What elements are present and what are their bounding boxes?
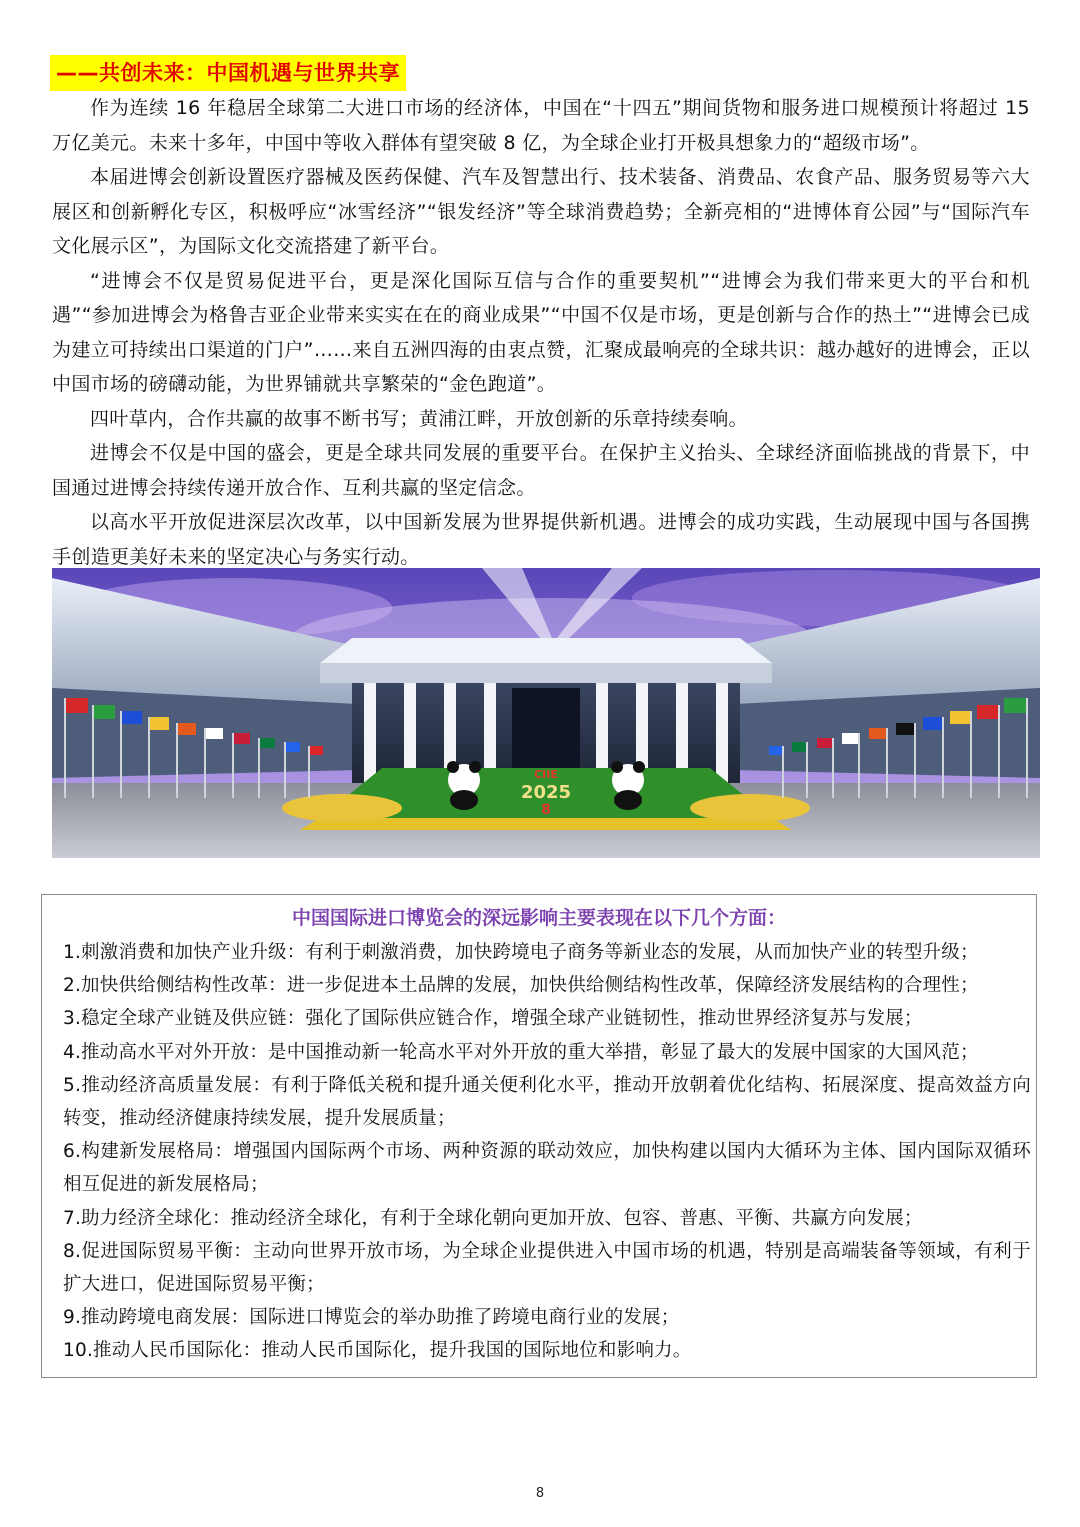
paragraph: 作为连续 16 年稳居全球第二大进口市场的经济体，中国在“十四五”期间货物和服务进口规模预计将超过 15 万亿美元。未来十多年，中国中等收入群体有望突破 8 亿，为全球企业打开极具想象力的“超级市场”。 xyxy=(52,97,1030,154)
impact-summary-box xyxy=(41,894,1037,1378)
flower-year-text: 2025 xyxy=(520,782,572,803)
box-title: 中国国际进口博览会的深远影响主要表现在以下几个方面： xyxy=(291,907,786,929)
list-item: 1.刺激消费和加快产业升级：有利于刺激消费，加快跨境电子商务等新业态的发展，从而加快产业的转型升级； xyxy=(63,942,979,963)
list-item: 3.稳定全球产业链及供应链：强化了国际供应链合作，增强全球产业链韧性，推动世界经济复苏与发展； xyxy=(63,1008,923,1030)
list-item: 6.构建新发展格局：增强国内国际两个市场、两种资源的联动效应，加快构建以国内大循环为主体、国内国际双循环相互促进的新发展格局； xyxy=(63,1141,1031,1196)
list-item: 7.助力经济全球化：推动经济全球化，有利于全球化朝向更加开放、包容、普惠、平衡、共赢方向发展； xyxy=(63,1207,923,1229)
paragraph: 四叶草内，合作共赢的故事不断书写；黄浦江畔，开放创新的乐章持续奏响。 xyxy=(90,407,748,430)
impact-list xyxy=(63,936,1031,1368)
article-body xyxy=(52,91,1030,574)
flower-number-text: 8 xyxy=(541,802,551,818)
list-item: 10.推动人民币国际化：推动人民币国际化，提升我国的国际地位和影响力。 xyxy=(63,1340,692,1362)
paragraph: 进博会不仅是中国的盛会，更是全球共同发展的重要平台。在保护主义抬头、全球经济面临挑战的背景下，中国通过进博会持续传递开放合作、互利共赢的坚定信念。 xyxy=(52,442,1030,499)
paragraph: 本届进博会创新设置医疗器械及医药保健、汽车及智慧出行、技术装备、消费品、农食产品、服务贸易等六大展区和创新孵化专区，积极呼应“冰雪经济”“银发经济”等全球消费趋势；全新亮相的“进博体育公园”与“国际汽车文化展示区”，为国际文化交流搭建了新平台。 xyxy=(52,166,1030,257)
list-item: 8.促进国际贸易平衡：主动向世界开放市场，为全球企业提供进入中国市场的机遇，特别是高端装备等领域，有利于扩大进口，促进国际贸易平衡； xyxy=(63,1240,1031,1296)
flower-logo-text: CIIE xyxy=(534,768,558,781)
section-heading: ——共创未来：中国机遇与世界共享 xyxy=(50,55,406,91)
page-number: 8 xyxy=(535,1486,545,1501)
list-item: 2.加快供给侧结构性改革：进一步促进本土品牌的发展，加快供给侧结构性改革，保障经济发展结构的合理性； xyxy=(63,975,979,997)
list-item: 4.推动高水平对外开放：是中国推动新一轮高水平对外开放的重大举措，彰显了最大的发展中国家的大国风范； xyxy=(63,1041,979,1063)
list-item: 5.推动经济高质量发展：有利于降低关税和提升通关便利化水平，推动开放朝着优化结构、拓展深度、提高效益方向转变，推动经济健康持续发展，提升发展质量； xyxy=(63,1074,1031,1130)
list-item: 9.推动跨境电商发展：国际进口博览会的举办助推了跨境电商行业的发展； xyxy=(63,1307,680,1329)
exhibition-center-photo xyxy=(52,568,1040,858)
paragraph: “进博会不仅是贸易促进平台，更是深化国际互信与合作的重要契机”“进博会为我们带来更大的平台和机遇”“参加进博会为格鲁吉亚企业带来实实在在的商业成果”“中国不仅是市场，更是创新与合作的热土”“进博会已成为建立可持续出口渠道的门户”……来自五洲四海的由衷点赞，汇聚成最响亮的全球共识：越办越好的进博会，正以中国市场的磅礴动能，为世界铺就共享繁荣的“金色跑道”。 xyxy=(52,269,1030,395)
paragraph: 以高水平开放促进深层次改革，以中国新发展为世界提供新机遇。进博会的成功实践，生动展现中国与各国携手创造更美好未来的坚定决心与务实行动。 xyxy=(52,511,1030,568)
